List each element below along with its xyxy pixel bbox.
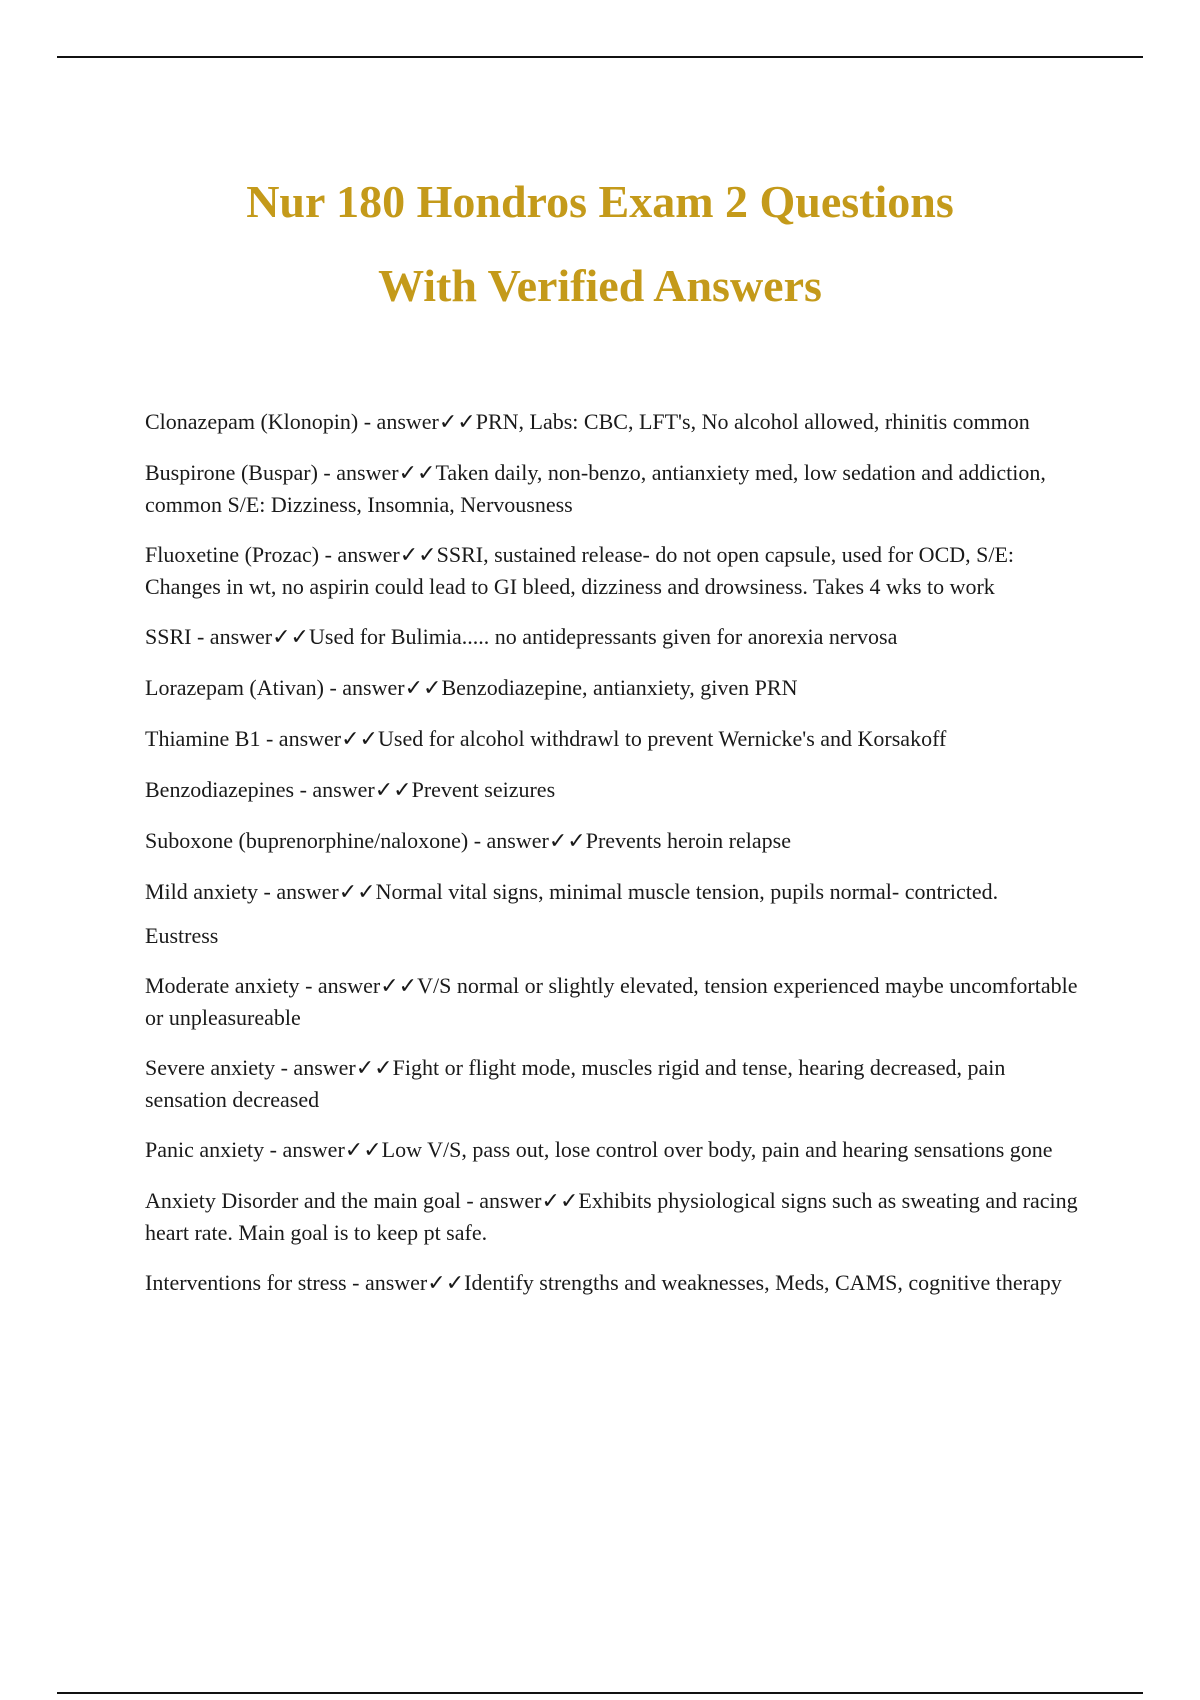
check-icon: ✓✓	[427, 1271, 465, 1296]
qa-separator: - answer	[319, 542, 400, 567]
qa-answer: Exhibits physiological signs such as sweating and racing heart rate. Main goal is to keep pt safe.	[145, 1188, 1078, 1245]
qa-separator: - answer	[275, 1055, 356, 1080]
check-icon: ✓✓	[380, 974, 418, 999]
qa-separator: - answer	[346, 1270, 428, 1295]
check-icon: ✓✓	[355, 1056, 393, 1081]
document-title	[0, 160, 1200, 328]
qa-separator: - answer	[191, 624, 273, 649]
qa-answer: V/S normal or slightly elevated, tension experienced maybe uncomfortable or unpleasureable	[145, 973, 1078, 1030]
check-icon: ✓✓	[398, 461, 436, 486]
qa-separator: - answer	[294, 777, 375, 802]
qa-item	[145, 970, 1085, 1033]
qa-item	[145, 825, 1085, 857]
check-icon: ✓✓	[541, 1189, 579, 1214]
qa-term: Panic anxiety	[145, 1137, 265, 1162]
check-icon: ✓✓	[548, 829, 586, 854]
qa-answer: Used for Bulimia..... no antidepressants given for anorexia nervosa	[309, 624, 898, 649]
check-icon: ✓✓	[272, 625, 309, 650]
qa-item	[145, 1267, 1085, 1299]
qa-item	[145, 1185, 1085, 1248]
qa-answer: PRN, Labs: CBC, LFT's, No alcohol allowed, rhinitis common	[475, 409, 1030, 434]
qa-answer: Fight or flight mode, muscles rigid and tense, hearing decreased, pain sensation decreased	[145, 1055, 1006, 1112]
qa-term: Thiamine B1	[145, 726, 261, 751]
qa-term: SSRI	[145, 624, 192, 649]
qa-answer: Prevent seizures	[411, 777, 556, 802]
check-icon: ✓✓	[344, 1138, 382, 1163]
qa-term: Lorazepam (Ativan)	[145, 675, 324, 700]
qa-answer: Used for alcohol withdrawl to prevent Wernicke's and Korsakoff	[378, 726, 947, 751]
qa-answer: SSRI, sustained release- do not open capsule, used for OCD, S/E: Changes in wt, no aspirin could lead to GI bleed, dizziness and drowsiness. Takes 4 wks to work	[145, 542, 1015, 599]
check-icon: ✓✓	[438, 410, 476, 435]
qa-item	[145, 539, 1085, 602]
qa-list	[145, 406, 1085, 1318]
qa-answer: Low V/S, pass out, lose control over body, pain and hearing sensations gone	[381, 1137, 1053, 1162]
qa-separator: - answer	[299, 973, 381, 998]
qa-item	[145, 1052, 1085, 1115]
qa-term: Severe anxiety	[145, 1055, 276, 1080]
check-icon: ✓✓	[341, 727, 378, 752]
check-icon: ✓✓	[374, 778, 412, 803]
qa-separator: - answer	[358, 409, 439, 434]
qa-term: Clonazepam (Klonopin)	[145, 409, 359, 434]
qa-separator: - answer	[260, 726, 342, 751]
qa-item	[145, 672, 1085, 704]
qa-term: Suboxone (buprenorphine/naloxone)	[145, 828, 469, 853]
qa-separator: - answer	[323, 675, 405, 700]
qa-answer: Benzodiazepine, antianxiety, given PRN	[441, 675, 798, 700]
qa-answer: Taken daily, non-benzo, antianxiety med, low sedation and addiction, common S/E: Dizziness, Insomnia, Nervousness	[145, 460, 1046, 517]
qa-term: Mild anxiety	[145, 879, 259, 904]
qa-answer: Normal vital signs, minimal muscle tension, pupils normal- contricted.	[375, 879, 999, 904]
check-icon: ✓✓	[338, 880, 376, 905]
qa-term: Anxiety Disorder and the main goal	[145, 1188, 461, 1213]
top-rule	[57, 56, 1143, 58]
qa-term: Moderate anxiety	[145, 973, 300, 998]
qa-term: Buspirone (Buspar)	[145, 460, 318, 485]
check-icon: ✓✓	[399, 543, 437, 568]
qa-item	[145, 621, 1085, 653]
qa-answer: Identify strengths and weaknesses, Meds, CAMS, cognitive therapy	[464, 1270, 1062, 1295]
qa-term: Interventions for stress	[145, 1270, 347, 1295]
check-icon: ✓✓	[404, 676, 442, 701]
qa-item	[145, 457, 1085, 520]
bottom-rule	[57, 1692, 1143, 1694]
qa-term: Benzodiazepines	[145, 777, 295, 802]
qa-item	[145, 723, 1085, 755]
title-line-2: With Verified Answers	[378, 260, 822, 311]
qa-item	[145, 1134, 1085, 1166]
qa-item	[145, 876, 1085, 908]
qa-separator: - answer	[317, 460, 399, 485]
qa-separator: - answer	[258, 879, 339, 904]
qa-separator: - answer	[264, 1137, 345, 1162]
plain-line: Eustress	[145, 923, 219, 948]
qa-term: Fluoxetine (Prozac)	[145, 542, 320, 567]
qa-separator: - answer	[468, 828, 549, 853]
qa-answer: Prevents heroin relapse	[585, 828, 791, 853]
title-line-1: Nur 180 Hondros Exam 2 Questions	[246, 176, 954, 227]
qa-separator: - answer	[460, 1188, 542, 1213]
qa-item	[145, 774, 1085, 806]
qa-item	[145, 406, 1085, 438]
